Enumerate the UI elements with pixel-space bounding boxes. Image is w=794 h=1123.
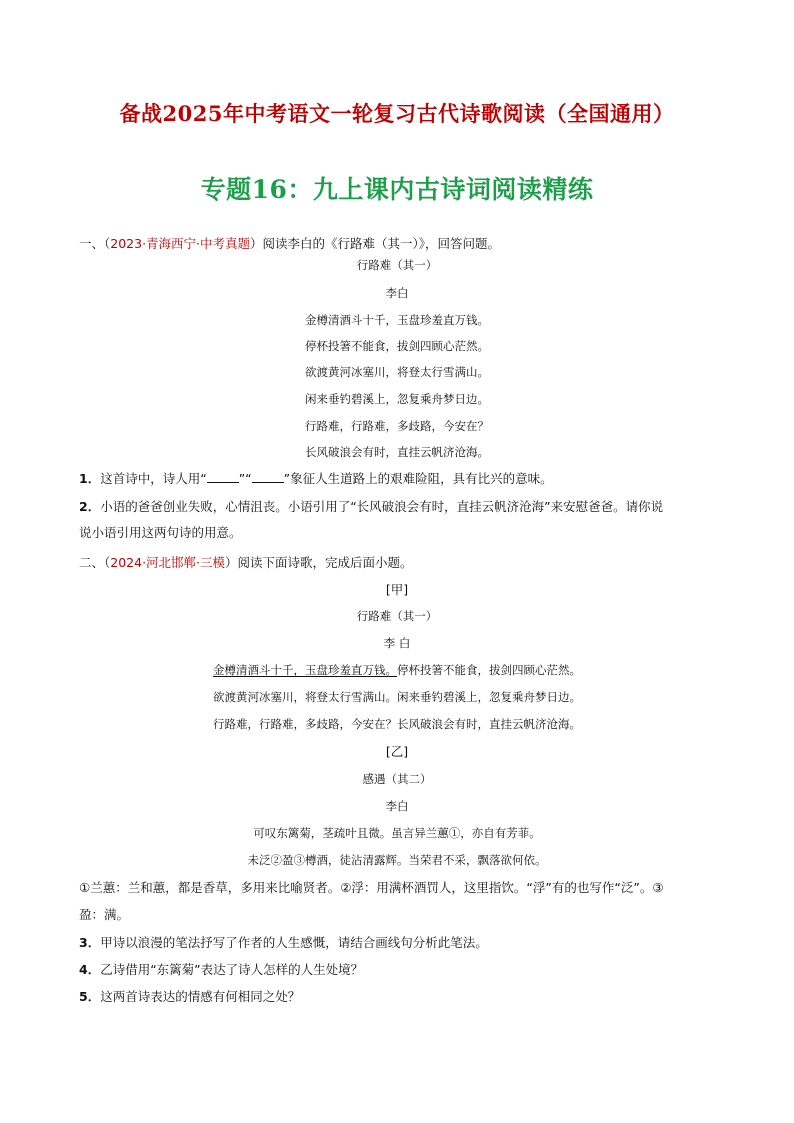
poem1-line: 金樽清酒斗十千，玉盘珍羞直万钱。	[305, 313, 489, 327]
poem-jia-line: 行路难，行路难，多歧路，今安在？长风破浪会有时，直挂云帆济沧海。	[213, 717, 581, 731]
section1-suffix: ）阅读李白的《行路难（其一）》，回答问题。	[250, 236, 501, 251]
poem-jia-line: 欲渡黄河冰塞川，将登太行雪满山。闲来垂钓碧溪上，忽复乘舟梦日边。	[213, 690, 581, 704]
question-text: 小语的爸爸创业失败，心情沮丧。小语引用了“长风破浪会有时，直挂云帆济沧海”来安慰爸爸。请你说	[100, 499, 664, 514]
section2-prefix: 二、（	[79, 555, 111, 570]
annotation-note: ①兰蕙：兰和蕙，都是香草，多用来比喻贤者。②浮：用满杯酒罚人，这里指饮。“浮”有的也写作“泛”。③	[79, 880, 664, 895]
question-text: 甲诗以浪漫的笔法抒写了作者的人生感慨，请结合画线句分析此笔法。	[100, 935, 488, 950]
poem1-line: 停杯投箸不能食，拔剑四顾心茫然。	[305, 339, 489, 353]
poem-jia-label: [甲]	[385, 582, 409, 597]
question-text: 这首诗中，诗人用“	[100, 471, 207, 486]
section2-suffix: ）阅读下面诗歌，完成后面小题。	[225, 555, 413, 570]
annotation-note-cont: 盈：满。	[79, 907, 130, 922]
question-text: 这两首诗表达的情感有何相同之处？	[100, 989, 301, 1004]
question-2	[79, 498, 663, 516]
question-3	[79, 934, 488, 952]
question-number: 2．	[79, 499, 101, 514]
poem1-line: 欲渡黄河冰塞川，将登太行雪满山。	[305, 365, 489, 379]
section1-prefix: 一、（	[79, 236, 111, 251]
poem1-author: 李白	[385, 286, 409, 300]
poem-jia-title: 行路难（其一）	[356, 609, 438, 623]
poem-jia-line	[0, 661, 794, 679]
poem-yi-label: [乙]	[385, 744, 409, 759]
question-text: 乙诗借用“东篱菊”表达了诗人怎样的人生处境？	[100, 962, 364, 977]
question-number: 4．	[79, 962, 101, 977]
poem1-line: 闲来垂钓碧溪上，忽复乘舟梦日边。	[305, 392, 489, 406]
question-4	[79, 961, 363, 979]
poem1-line: 长风破浪会有时，直挂云帆济沧海。	[305, 445, 489, 459]
question-text: ”象征人生道路上的艰难险阻，具有比兴的意味。	[283, 471, 553, 486]
section2-heading	[79, 554, 413, 572]
document-subtitle: 专题16：九上课内古诗词阅读精练	[200, 175, 594, 204]
underlined-sentence: 金樽清酒斗十千，玉盘珍羞直万钱。	[213, 663, 397, 677]
question-2-cont: 说小语引用这两句诗的用意。	[79, 525, 242, 540]
poem-yi-title: 感遇（其二）	[362, 772, 432, 786]
question-text: ”“	[238, 471, 252, 486]
poem-jia-author: 李 白	[383, 636, 411, 650]
question-number: 5．	[79, 989, 101, 1004]
section1-heading	[79, 235, 500, 253]
poem-yi-line: 可叹东篱菊，茎疏叶且微。虽言异兰蕙①，亦自有芳菲。	[253, 826, 541, 840]
poem-text: 停杯投箸不能食，拔剑四顾心茫然。	[397, 663, 581, 677]
poem1-line: 行路难，行路难，多歧路，今安在？	[305, 419, 489, 433]
poem-yi-author: 李白	[385, 799, 409, 813]
question-5	[79, 988, 300, 1006]
poem-yi-line: 未泛②盈③樽酒，徒沾清露辉。当荣君不采，飘落欲何依。	[247, 853, 547, 867]
document-title: 备战2025年中考语文一轮复习古代诗歌阅读（全国通用）	[119, 101, 675, 126]
question-number: 3．	[79, 935, 101, 950]
answer-blank[interactable]	[207, 470, 239, 483]
question-number: 1．	[79, 471, 101, 486]
section2-source: 2024·河北邯郸·三模	[110, 555, 226, 570]
poem1-title: 行路难（其一）	[356, 258, 438, 272]
question-1	[79, 470, 553, 488]
answer-blank[interactable]	[252, 470, 284, 483]
section1-source: 2023·青海西宁·中考真题	[110, 236, 251, 251]
